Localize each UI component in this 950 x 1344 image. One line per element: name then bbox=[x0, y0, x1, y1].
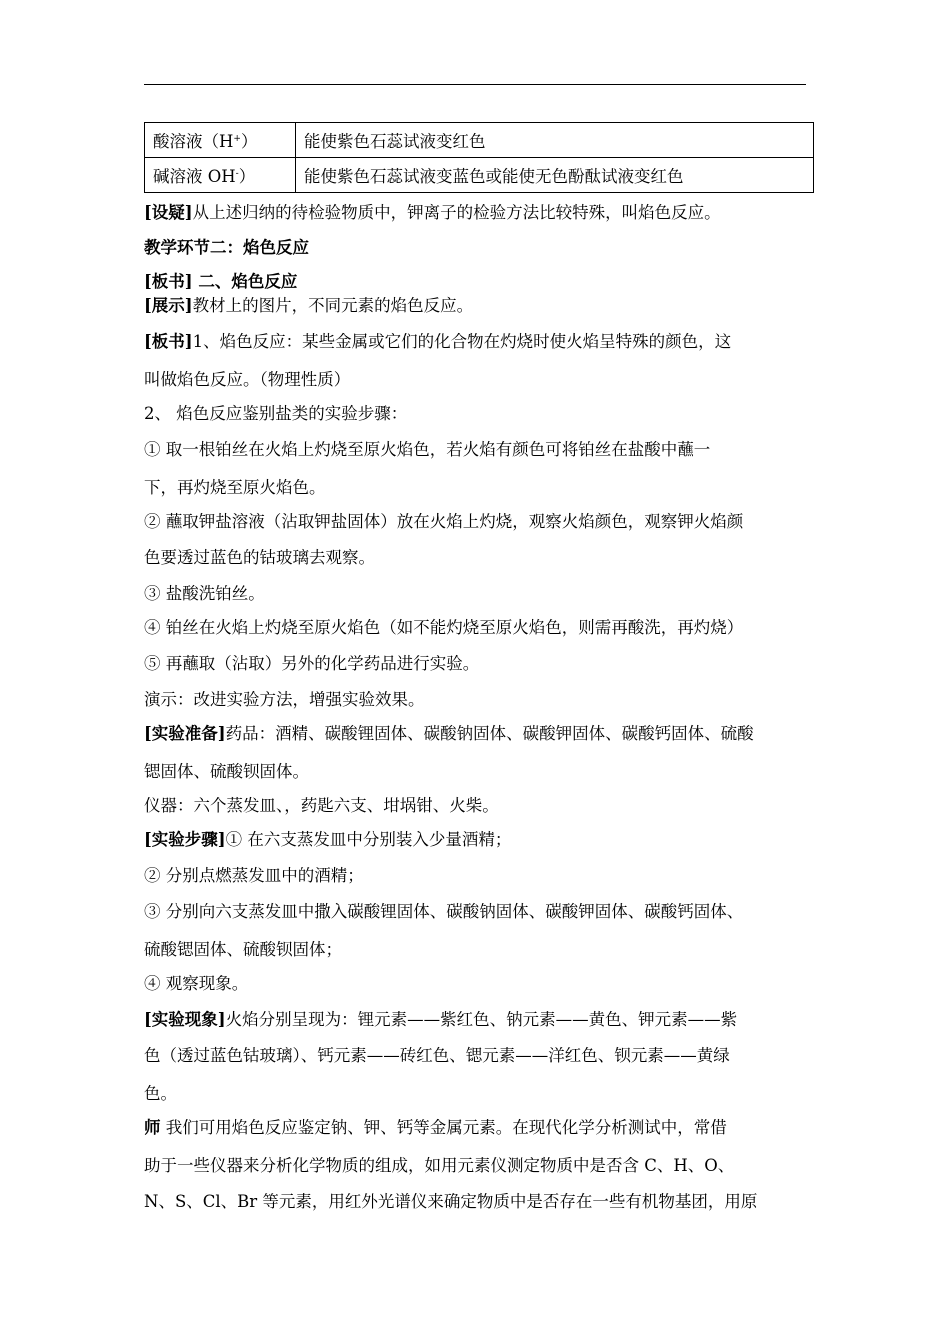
line-text: ① 取一根铂丝在火焰上灼烧至原火焰色，若火焰有颜色可将铂丝在盐酸中蘸一 bbox=[144, 440, 711, 459]
bold-label: [实验现象] bbox=[144, 1010, 226, 1029]
line-text: ⑤ 再蘸取（沾取）另外的化学药品进行实验。 bbox=[144, 654, 480, 673]
text-line bbox=[144, 508, 743, 532]
text-line bbox=[144, 436, 710, 460]
table-cell: 能使紫色石蕊试液变红色 bbox=[296, 123, 814, 158]
text-line bbox=[144, 400, 407, 424]
line-text: 锶固体、硫酸钡固体。 bbox=[144, 762, 309, 781]
table-row bbox=[145, 158, 814, 193]
line-text: 色。 bbox=[144, 1084, 177, 1103]
text-line bbox=[144, 826, 511, 850]
text-line bbox=[144, 328, 731, 352]
line-text: 火焰分别呈现为：锂元素——紫红色、钠元素——黄色、钾元素——紫 bbox=[225, 1010, 738, 1029]
line-text: ③ 分别向六支蒸发皿中撒入碳酸锂固体、碳酸钠固体、碳酸钾固体、碳酸钙固体、 bbox=[144, 902, 744, 921]
line-text: 教材上的图片，不同元素的焰色反应。 bbox=[192, 296, 474, 315]
line-text: 硫酸锶固体、硫酸钡固体； bbox=[144, 940, 342, 959]
bold-label: 教学环节二：焰色反应 bbox=[144, 238, 309, 257]
bold-label: [板书] bbox=[144, 332, 193, 351]
text-line bbox=[144, 758, 309, 782]
header-rule bbox=[144, 84, 806, 85]
text-line bbox=[144, 1080, 177, 1104]
text-line bbox=[144, 1006, 737, 1030]
text-line bbox=[144, 1042, 730, 1066]
line-text: 我们可用焰色反应鉴定钠、钾、钙等金属元素。在现代化学分析测试中，常借 bbox=[160, 1118, 727, 1137]
table-cell: 酸溶液（H+） bbox=[145, 123, 296, 158]
table-cell: 能使紫色石蕊试液变蓝色或能使无色酚酞试液变红色 bbox=[296, 158, 814, 193]
text-line bbox=[144, 614, 743, 638]
line-text: 下，再灼烧至原火焰色。 bbox=[144, 478, 326, 497]
bold-label: [板书] 二、焰色反应 bbox=[144, 272, 298, 291]
line-text: 叫做焰色反应。（物理性质） bbox=[144, 370, 351, 389]
text-line bbox=[144, 792, 499, 816]
line-text: N、S、Cl、Br 等元素，用红外光谱仪来确定物质中是否存在一些有机物基团，用原 bbox=[144, 1192, 758, 1211]
line-text: 2、 焰色反应鉴别盐类的实验步骤： bbox=[144, 404, 408, 423]
bold-label: [实验步骤] bbox=[144, 830, 226, 849]
line-text: 药品：酒精、碳酸锂固体、碳酸钠固体、碳酸钾固体、碳酸钙固体、硫酸 bbox=[225, 724, 754, 743]
text-line bbox=[144, 199, 721, 223]
bold-label: [实验准备] bbox=[144, 724, 226, 743]
text-line bbox=[144, 970, 248, 994]
text-line bbox=[144, 292, 473, 316]
text-line bbox=[144, 234, 309, 258]
line-text: ④ 铂丝在火焰上灼烧至原火焰色（如不能灼烧至原火焰色，则需再酸洗，再灼烧） bbox=[144, 618, 744, 637]
text-line bbox=[144, 268, 297, 292]
line-text: 仪器：六个蒸发皿、，药匙六支、坩埚钳、火柴。 bbox=[144, 796, 499, 815]
text-line bbox=[144, 1188, 757, 1212]
bold-label: [展示] bbox=[144, 296, 193, 315]
table-cell: 碱溶液 OH-） bbox=[145, 158, 296, 193]
document-body bbox=[144, 122, 814, 1211]
line-text: 演示：改进实验方法，增强实验效果。 bbox=[144, 690, 425, 709]
text-line bbox=[144, 1152, 734, 1176]
line-text: 色（透过蓝色钴玻璃）、钙元素——砖红色、锶元素——洋红色、钡元素——黄绿 bbox=[144, 1046, 730, 1065]
text-line bbox=[144, 366, 350, 390]
line-text: ③ 盐酸洗铂丝。 bbox=[144, 584, 265, 603]
text-line bbox=[144, 580, 265, 604]
table-row bbox=[145, 123, 814, 158]
text-line bbox=[144, 720, 754, 744]
text-line bbox=[144, 474, 326, 498]
text-line bbox=[144, 898, 743, 922]
line-text: ① 在六支蒸发皿中分别装入少量酒精； bbox=[225, 830, 512, 849]
text-line bbox=[144, 862, 364, 886]
line-text: ② 蘸取钾盐溶液（沾取钾盐固体）放在火焰上灼烧，观察火焰颜色，观察钾火焰颜 bbox=[144, 512, 744, 531]
indicator-table bbox=[144, 122, 814, 193]
text-line bbox=[144, 1114, 727, 1138]
text-line bbox=[144, 686, 425, 710]
line-text: 从上述归纳的待检验物质中，钾离子的检验方法比较特殊，叫焰色反应。 bbox=[192, 203, 721, 222]
bold-label: [设疑] bbox=[144, 203, 193, 222]
line-text: 助于一些仪器来分析化学物质的组成，如用元素仪测定物质中是否含 C、H、O、 bbox=[144, 1156, 735, 1175]
text-line bbox=[144, 650, 479, 674]
line-text: ④ 观察现象。 bbox=[144, 974, 249, 993]
bold-label: 师 bbox=[144, 1118, 161, 1137]
line-text: ② 分别点燃蒸发皿中的酒精； bbox=[144, 866, 364, 885]
text-line bbox=[144, 544, 375, 568]
line-text: 1、焰色反应：某些金属或它们的化合物在灼烧时使火焰呈特殊的颜色，这 bbox=[192, 332, 732, 351]
text-line bbox=[144, 936, 342, 960]
line-text: 色要透过蓝色的钴玻璃去观察。 bbox=[144, 548, 375, 567]
